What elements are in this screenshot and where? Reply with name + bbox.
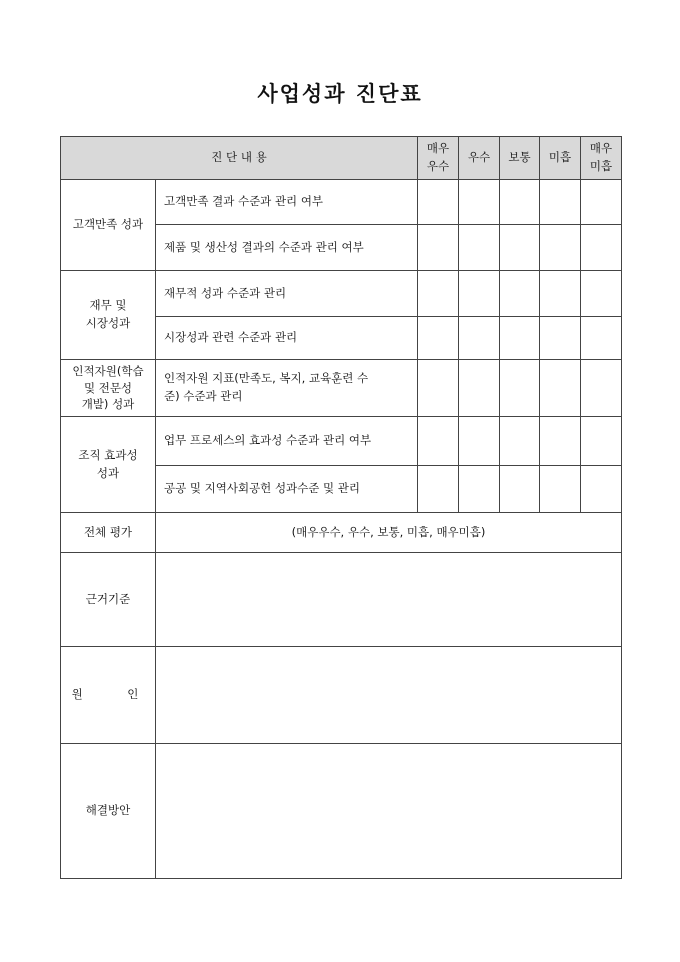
rating-cell[interactable] xyxy=(418,271,459,317)
solution-field[interactable] xyxy=(156,744,622,879)
rating-cell[interactable] xyxy=(459,271,500,317)
rating-cell[interactable] xyxy=(581,317,622,360)
rating-header-good: 우수 xyxy=(459,137,500,180)
overall-row xyxy=(61,513,622,553)
header-row xyxy=(61,137,622,180)
content-header: 진 단 내 용 xyxy=(61,137,418,180)
basis-row xyxy=(61,553,622,647)
rating-cell[interactable] xyxy=(418,466,459,513)
rating-cell[interactable] xyxy=(581,466,622,513)
rating-cell[interactable] xyxy=(500,180,540,225)
rating-cell[interactable] xyxy=(418,317,459,360)
rating-cell[interactable] xyxy=(581,417,622,466)
rating-cell[interactable] xyxy=(459,180,500,225)
rating-cell[interactable] xyxy=(540,317,581,360)
rating-cell[interactable] xyxy=(459,317,500,360)
diagnosis-item: 업무 프로세스의 효과성 수준과 관리 여부 xyxy=(156,417,418,466)
rating-cell[interactable] xyxy=(418,225,459,271)
rating-cell[interactable] xyxy=(500,466,540,513)
diagnosis-table xyxy=(60,136,622,879)
rating-cell[interactable] xyxy=(500,360,540,417)
table-row xyxy=(61,271,622,317)
rating-header-average: 보통 xyxy=(500,137,540,180)
basis-field[interactable] xyxy=(156,553,622,647)
section-label: 조직 효과성 성과 xyxy=(61,417,156,513)
section-label: 재무 및 시장성과 xyxy=(61,271,156,360)
rating-cell[interactable] xyxy=(500,317,540,360)
rating-cell[interactable] xyxy=(540,360,581,417)
rating-cell[interactable] xyxy=(540,225,581,271)
basis-label: 근거기준 xyxy=(61,553,156,647)
diagnosis-item: 고객만족 결과 수준과 관리 여부 xyxy=(156,180,418,225)
rating-cell[interactable] xyxy=(418,417,459,466)
rating-cell[interactable] xyxy=(581,225,622,271)
rating-cell[interactable] xyxy=(459,417,500,466)
diagnosis-item: 재무적 성과 수준과 관리 xyxy=(156,271,418,317)
table-row xyxy=(61,360,622,417)
rating-cell[interactable] xyxy=(459,466,500,513)
rating-cell[interactable] xyxy=(581,180,622,225)
rating-header-very-good: 매우 우수 xyxy=(418,137,459,180)
rating-cell[interactable] xyxy=(540,417,581,466)
rating-cell[interactable] xyxy=(540,271,581,317)
rating-header-very-poor: 매우 미흡 xyxy=(581,137,622,180)
diagnosis-item: 제품 및 생산성 결과의 수준과 관리 여부 xyxy=(156,225,418,271)
cause-label: 원 인 xyxy=(61,647,156,744)
diagnosis-item: 공공 및 지역사회공헌 성과수준 및 관리 xyxy=(156,466,418,513)
rating-cell[interactable] xyxy=(581,271,622,317)
table-row xyxy=(61,417,622,466)
cause-field[interactable] xyxy=(156,647,622,744)
section-label: 인적자원(학습 및 전문성 개발) 성과 xyxy=(61,360,156,417)
rating-cell[interactable] xyxy=(581,360,622,417)
rating-cell[interactable] xyxy=(418,180,459,225)
diagnosis-item: 인적자원 지표(만족도, 복지, 교육훈련 수 준) 수준과 관리 xyxy=(156,360,418,417)
solution-row xyxy=(61,744,622,879)
cause-row xyxy=(61,647,622,744)
rating-cell[interactable] xyxy=(418,360,459,417)
section-label: 고객만족 성과 xyxy=(61,180,156,271)
solution-label: 해결방안 xyxy=(61,744,156,879)
rating-cell[interactable] xyxy=(540,180,581,225)
page-title: 사업성과 진단표 xyxy=(257,81,423,106)
overall-scale: (매우우수, 우수, 보통, 미흡, 매우미흡) xyxy=(156,513,622,553)
rating-cell[interactable] xyxy=(500,271,540,317)
rating-cell[interactable] xyxy=(540,466,581,513)
rating-cell[interactable] xyxy=(500,417,540,466)
rating-header-poor: 미흡 xyxy=(540,137,581,180)
rating-cell[interactable] xyxy=(500,225,540,271)
overall-label: 전체 평가 xyxy=(61,513,156,553)
diagnosis-item: 시장성과 관련 수준과 관리 xyxy=(156,317,418,360)
rating-cell[interactable] xyxy=(459,360,500,417)
rating-cell[interactable] xyxy=(459,225,500,271)
table-row xyxy=(61,180,622,225)
